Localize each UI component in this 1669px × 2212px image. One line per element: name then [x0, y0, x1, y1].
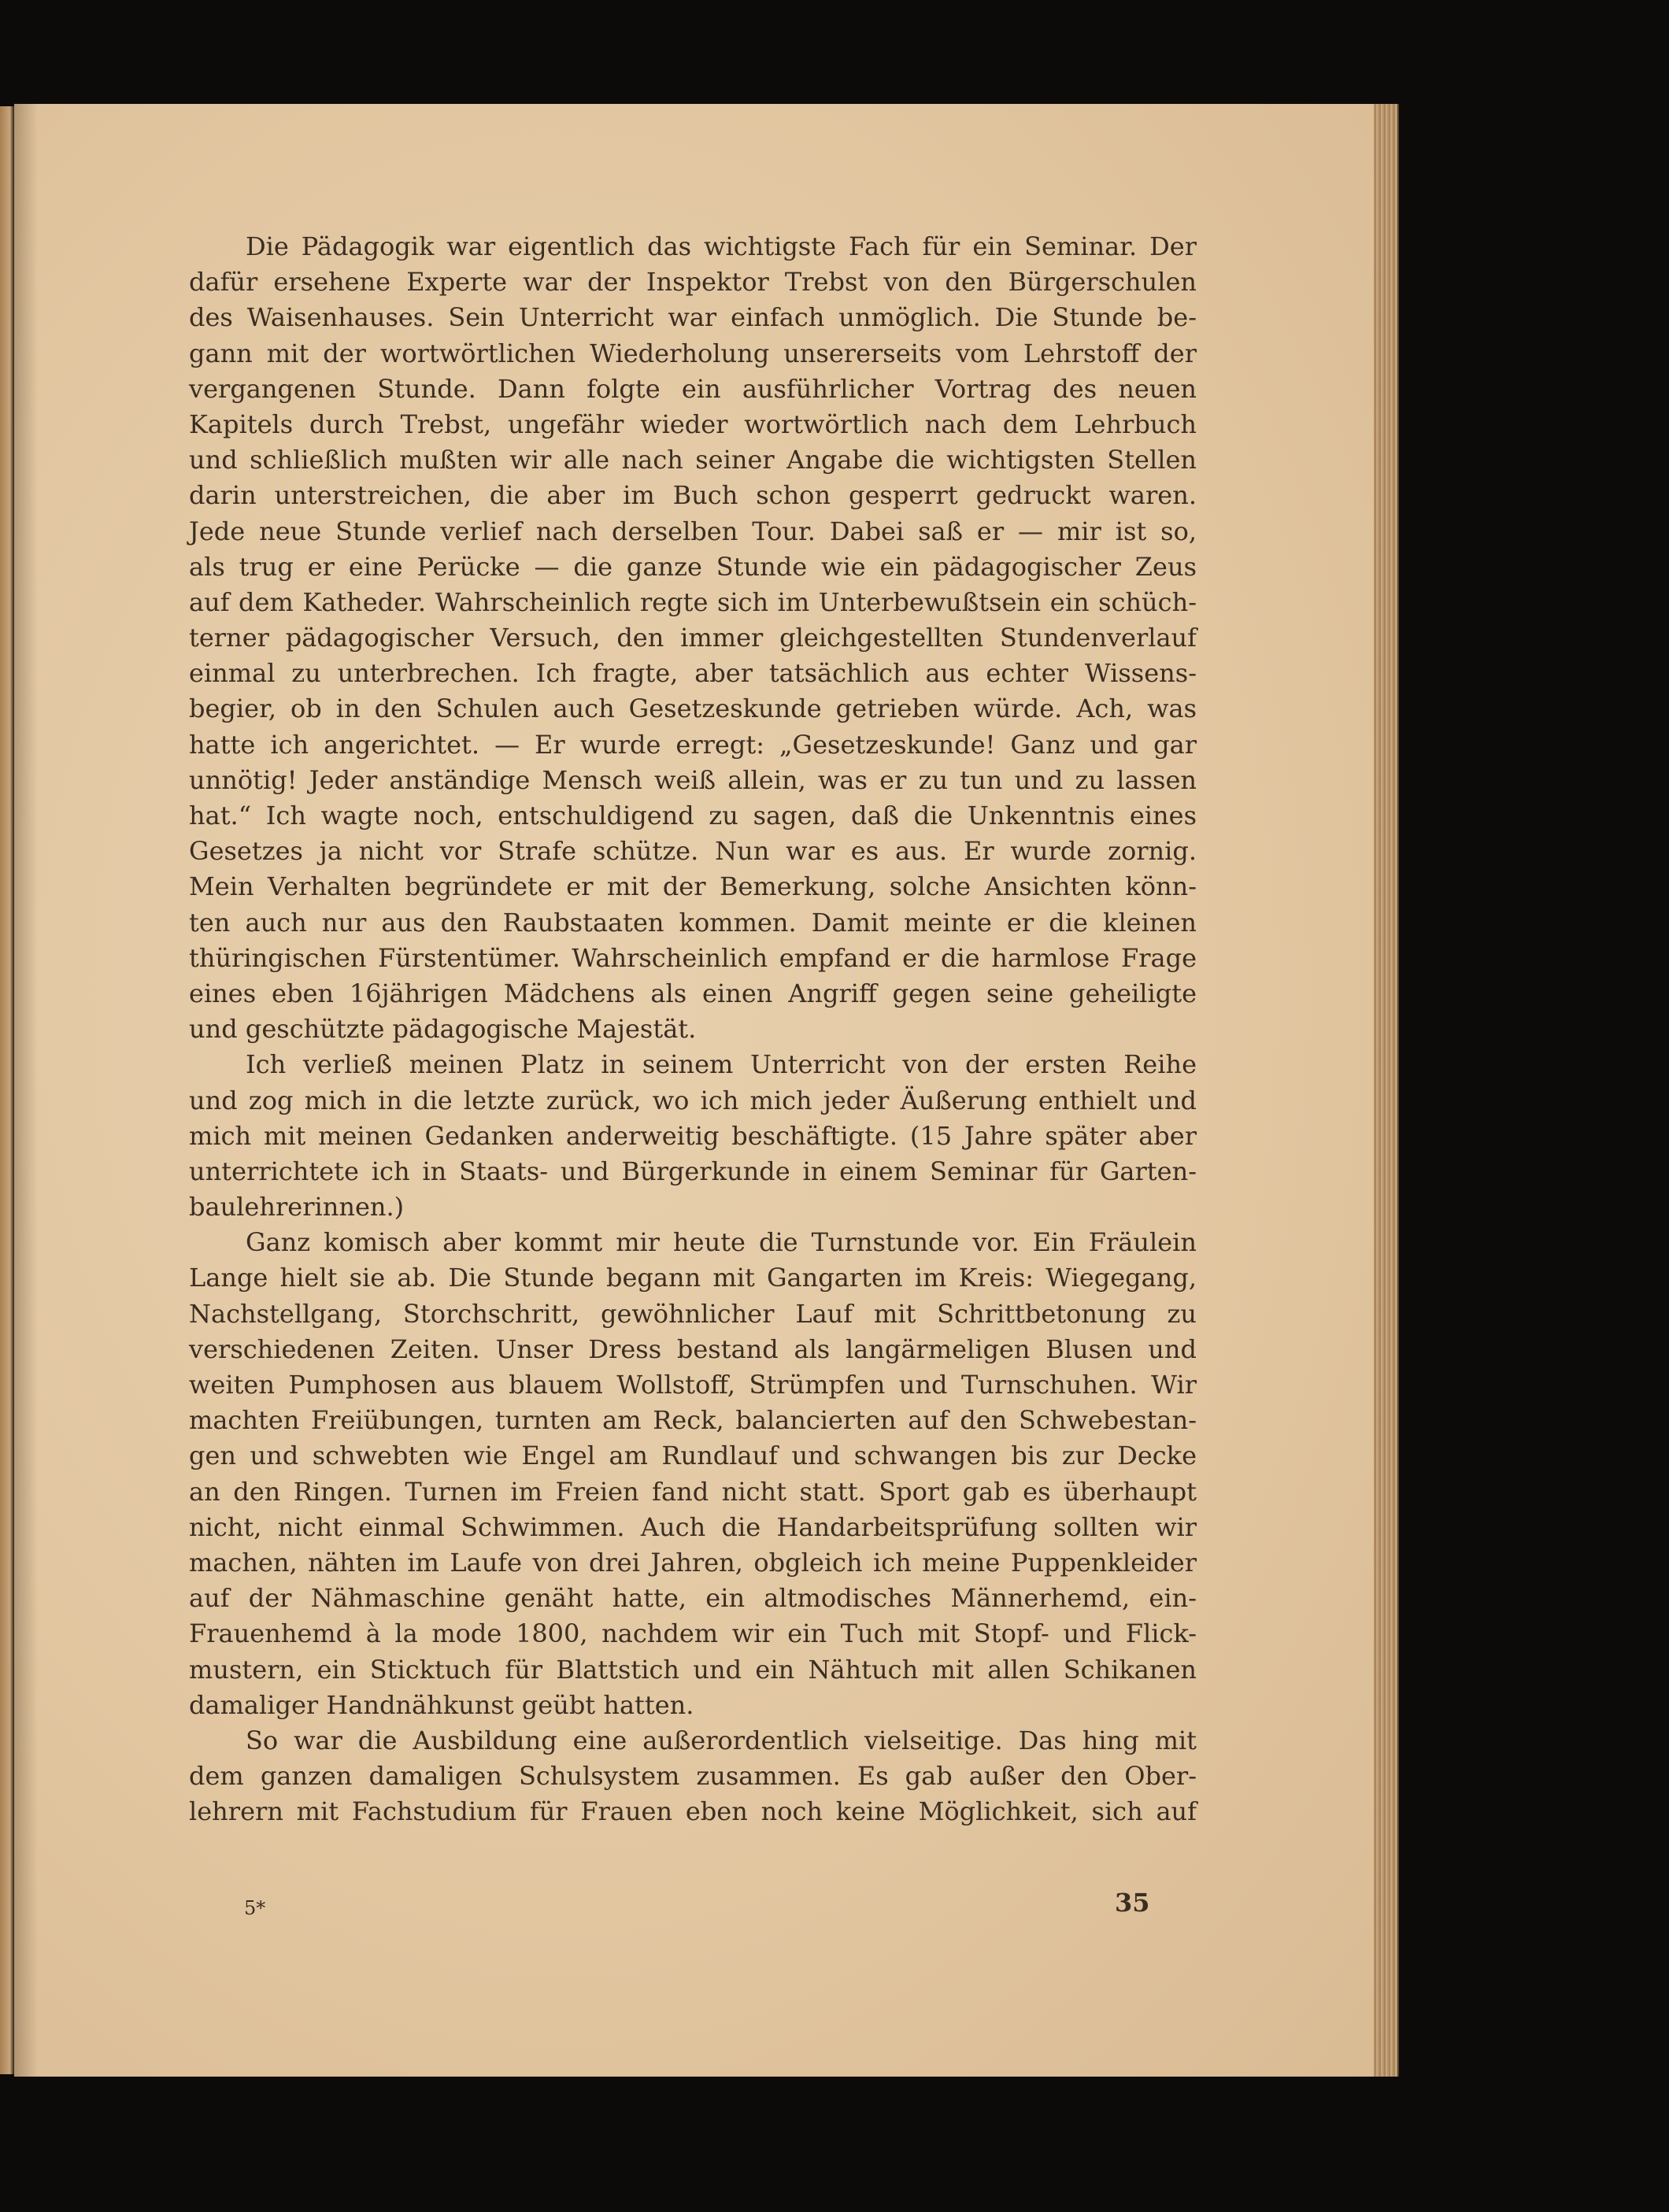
text-line: und geschützte pädagogische Majestät. — [189, 1014, 697, 1045]
text-line: hat.“ Ich wagte noch, entschuldigend zu sagen, daß die Unkenntnis eines — [189, 801, 1197, 830]
page-stack-edge — [1374, 104, 1399, 2077]
text-line: Nachstellgang, Storchschritt, gewöhnlicher Lauf mit Schrittbetonung zu — [189, 1298, 1197, 1329]
text-line: verschiedenen Zeiten. Unser Dress bestand als langärmeligen Blusen und — [189, 1333, 1197, 1364]
text-line: weiten Pumphosen aus blauem Wollstoff, Strümpfen und Turnschuhen. Wir — [189, 1370, 1197, 1400]
text-line: unnötig! Jeder anständige Mensch weiß allein, was er zu tun und zu lassen — [189, 764, 1197, 795]
body-text — [189, 229, 1197, 1829]
text-line: nicht, nicht einmal Schwimmen. Auch die Handarbeitsprüfung sollten wir — [189, 1511, 1197, 1542]
text-line: machten Freiübungen, turnten am Reck, balancierten auf den Schwebestan- — [189, 1405, 1197, 1436]
text-line: an den Ringen. Turnen im Freien fand nicht statt. Sport gab es überhaupt — [189, 1476, 1197, 1507]
spine-shadow — [14, 104, 38, 2077]
text-line: und schließlich mußten wir alle nach seiner Angabe die wichtigsten Stellen — [189, 445, 1197, 475]
text-line: Jede neue Stunde verlief nach derselben Tour. Dabei saß er — mir ist so, — [189, 516, 1197, 546]
text-line: Kapitels durch Trebst, ungefähr wieder wortwörtlich nach dem Lehrbuch — [189, 409, 1197, 439]
text-line: damaliger Handnähkunst geübt hatten. — [189, 1689, 694, 1720]
text-line: lehrern mit Fachstudium für Frauen eben noch keine Möglichkeit, sich auf — [189, 1796, 1197, 1827]
text-line: Ganz komisch aber kommt mir heute die Turnstunde vor. Ein Fräulein — [246, 1227, 1197, 1258]
text-line: als trug er eine Perücke — die ganze Stunde wie ein pädagogischer Zeus — [189, 551, 1197, 582]
left-page-edge — [0, 106, 14, 2074]
text-line: dafür ersehene Experte war der Inspektor Trebst von den Bürgerschulen — [189, 267, 1197, 298]
text-line: vergangenen Stunde. Dann folgte ein ausführlicher Vortrag des neuen — [189, 373, 1197, 404]
text-line: Ich verließ meinen Platz in seinem Unterricht von der ersten Reihe — [246, 1049, 1197, 1080]
text-line: machen, nähten im Laufe von drei Jahren, obgleich ich meine Puppenkleider — [189, 1547, 1197, 1578]
text-line: So war die Ausbildung eine außerordentlich vielseitige. Das hing mit — [246, 1725, 1197, 1755]
text-line: unterrichtete ich in Staats- und Bürgerkunde in einem Seminar für Garten- — [189, 1156, 1197, 1186]
paragraph — [189, 1225, 1197, 1723]
text-line: eines eben 16jährigen Mädchens als einen Angriff gegen seine geheiligte — [189, 978, 1197, 1008]
paragraph — [189, 1723, 1197, 1830]
text-line: und zog mich in die letzte zurück, wo ich mich jeder Äußerung enthielt und — [189, 1085, 1197, 1115]
text-line: mustern, ein Sticktuch für Blattstich und ein Nähtuch mit allen Schikanen — [189, 1654, 1197, 1685]
text-line: hatte ich angerichtet. — Er wurde erregt: „Gesetzeskunde! Ganz und gar — [189, 729, 1197, 760]
text-line: einmal zu unterbrechen. Ich fragte, aber tatsächlich aus echter Wissens- — [189, 658, 1197, 689]
text-line: thüringischen Fürstentümer. Wahrscheinlich empfand er die harmlose Frage — [189, 942, 1197, 973]
text-line: Gesetzes ja nicht vor Strafe schütze. Nun war es aus. Er wurde zornig. — [189, 836, 1197, 867]
text-line: mich mit meinen Gedanken anderweitig beschäftigte. (15 Jahre später aber — [189, 1120, 1197, 1151]
printer-signature: 5* — [244, 1897, 266, 1919]
text-line: auf der Nähmaschine genäht hatte, ein altmodisches Männerhemd, ein- — [189, 1583, 1197, 1614]
text-line: Frauenhemd à la mode 1800, nachdem wir ein Tuch mit Stopf- und Flick- — [189, 1618, 1197, 1649]
text-line: Lange hielt sie ab. Die Stunde begann mit Gangarten im Kreis: Wiegegang, — [189, 1263, 1197, 1293]
text-line: ten auch nur aus den Raubstaaten kommen. Damit meinte er die kleinen — [189, 907, 1197, 938]
paragraph — [189, 1047, 1197, 1225]
text-line: dem ganzen damaligen Schulsystem zusammen. Es gab außer den Ober- — [189, 1761, 1197, 1792]
text-line: begier, ob in den Schulen auch Gesetzeskunde getrieben würde. Ach, was — [189, 694, 1197, 724]
page-number: 35 — [1115, 1888, 1150, 1918]
text-line: darin unterstreichen, die aber im Buch schon gesperrt gedruckt waren. — [189, 480, 1197, 511]
paragraph — [189, 229, 1197, 1047]
text-line: Die Pädagogik war eigentlich das wichtigste Fach für ein Seminar. Der — [246, 231, 1197, 261]
text-line: terner pädagogischer Versuch, den immer gleichgestellten Stundenverlauf — [189, 623, 1197, 653]
text-line: gann mit der wortwörtlichen Wiederholung unsererseits vom Lehrstoff der — [189, 338, 1197, 368]
text-line: des Waisenhauses. Sein Unterricht war einfach unmöglich. Die Stunde be- — [189, 302, 1197, 333]
text-line: baulehrerinnen.) — [189, 1192, 405, 1223]
text-line: gen und schwebten wie Engel am Rundlauf und schwangen bis zur Decke — [189, 1441, 1197, 1471]
text-line: auf dem Katheder. Wahrscheinlich regte sich im Unterbewußtsein ein schüch- — [189, 586, 1197, 617]
text-line: Mein Verhalten begründete er mit der Bemerkung, solche Ansichten könn- — [189, 871, 1197, 902]
